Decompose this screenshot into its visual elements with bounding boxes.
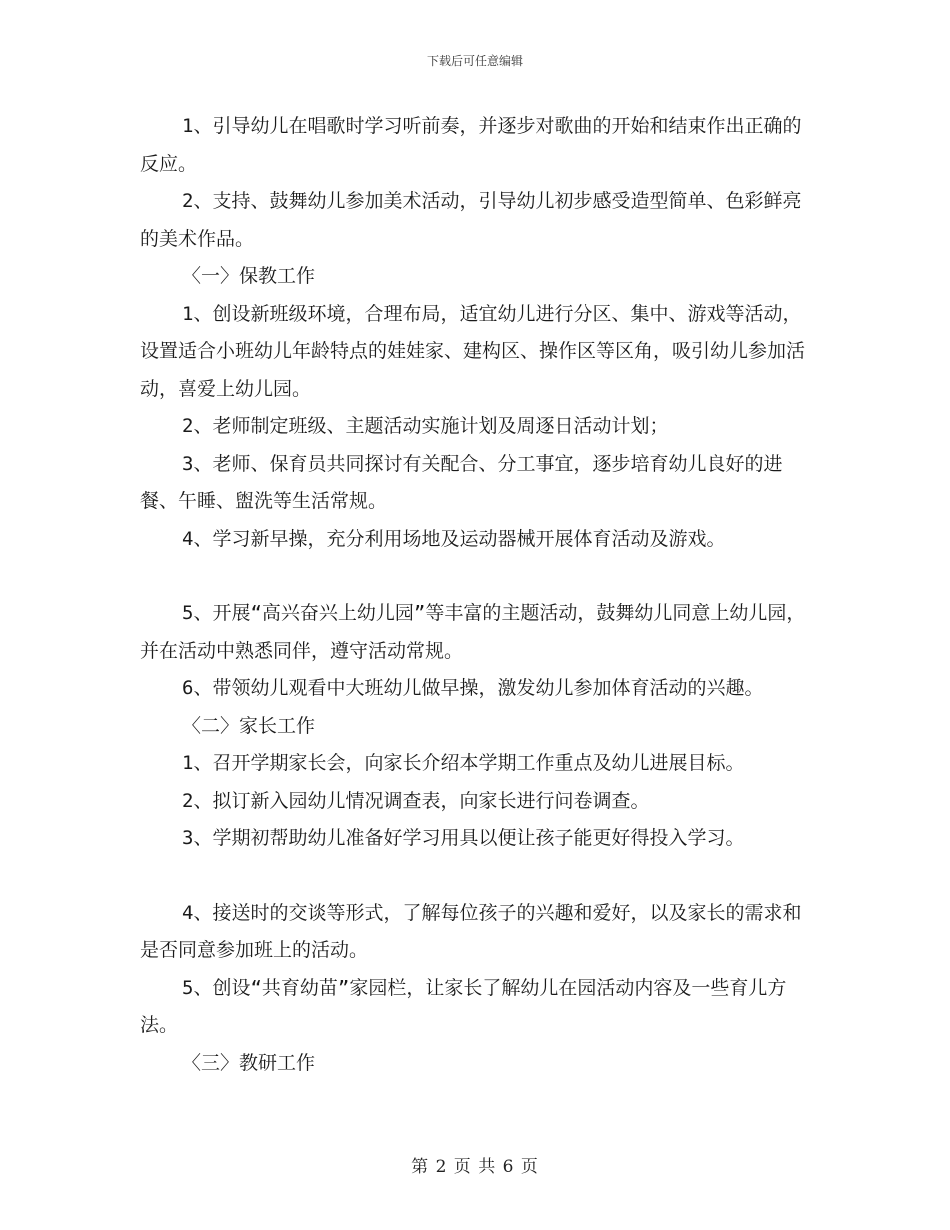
paragraph-care-4: 4、学习新早操，充分利用场地及运动器械开展体育活动及游戏。 [182,527,726,550]
paragraph-parents-5: 5、创设“共育幼苗”家园栏，让家长了解幼儿在园活动内容及一些育儿方法。 [140,976,787,1036]
paragraph-music: 1、引导幼儿在唱歌时学习听前奏，并逐步对歌曲的开始和结束作出正确的反应。 [140,115,802,175]
page-number: 第 2 页 共 6 页 [411,1157,539,1177]
paragraph-parents-3: 3、学期初帮助幼儿准备好学习用具以便让孩子能更好得投入学习。 [182,827,745,849]
paragraph-care-2: 2、老师制定班级、主题活动实施计划及周逐日活动计划； [182,415,669,437]
paragraph-parents-4: 4、接送时的交谈等形式，了解每位孩子的兴趣和爱好，以及家长的需求和是否同意参加班上的活动。 [140,901,802,961]
section-heading-parents: 〈二〉家长工作 [182,714,316,737]
document-body [140,108,820,1082]
paragraph-care-1: 1、创设新班级环境，合理布局，适宜幼儿进行分区、集中、游戏等活动，设置适合小班幼儿年龄特点的娃娃家、建构区、操作区等区角，吸引幼儿参加活动，喜爱上幼儿园。 [140,302,806,400]
blank-line [140,558,820,595]
paragraph-care-3: 3、老师、保育员共同探讨有关配合、分工事宜，逐步培育幼儿良好的进餐、午睡、盥洗等生活常规。 [140,452,783,512]
section-heading-research: 〈三〉教研工作 [182,1051,316,1074]
section-heading-care: 〈一〉保教工作 [182,265,316,287]
paragraph-parents-1: 1、召开学期家长会，向家长介绍本学期工作重点及幼儿进展目标。 [182,752,745,774]
blank-line [140,858,820,895]
paragraph-parents-2: 2、拟订新入园幼儿情况调查表，向家长进行问卷调查。 [182,789,650,812]
page-header: 下载后可任意编辑 [426,54,523,68]
paragraph-art: 2、支持、鼓舞幼儿参加美术活动，引导幼儿初步感受造型简单、色彩鲜亮的美术作品。 [140,190,802,250]
paragraph-care-5: 5、开展“高兴奋兴上幼儿园”等丰富的主题活动，鼓舞幼儿同意上幼儿园，并在活动中熟悉同伴，遵守活动常规。 [140,602,806,662]
paragraph-care-6: 6、带领幼儿观看中大班幼儿做早操，激发幼儿参加体育活动的兴趣。 [182,677,764,699]
